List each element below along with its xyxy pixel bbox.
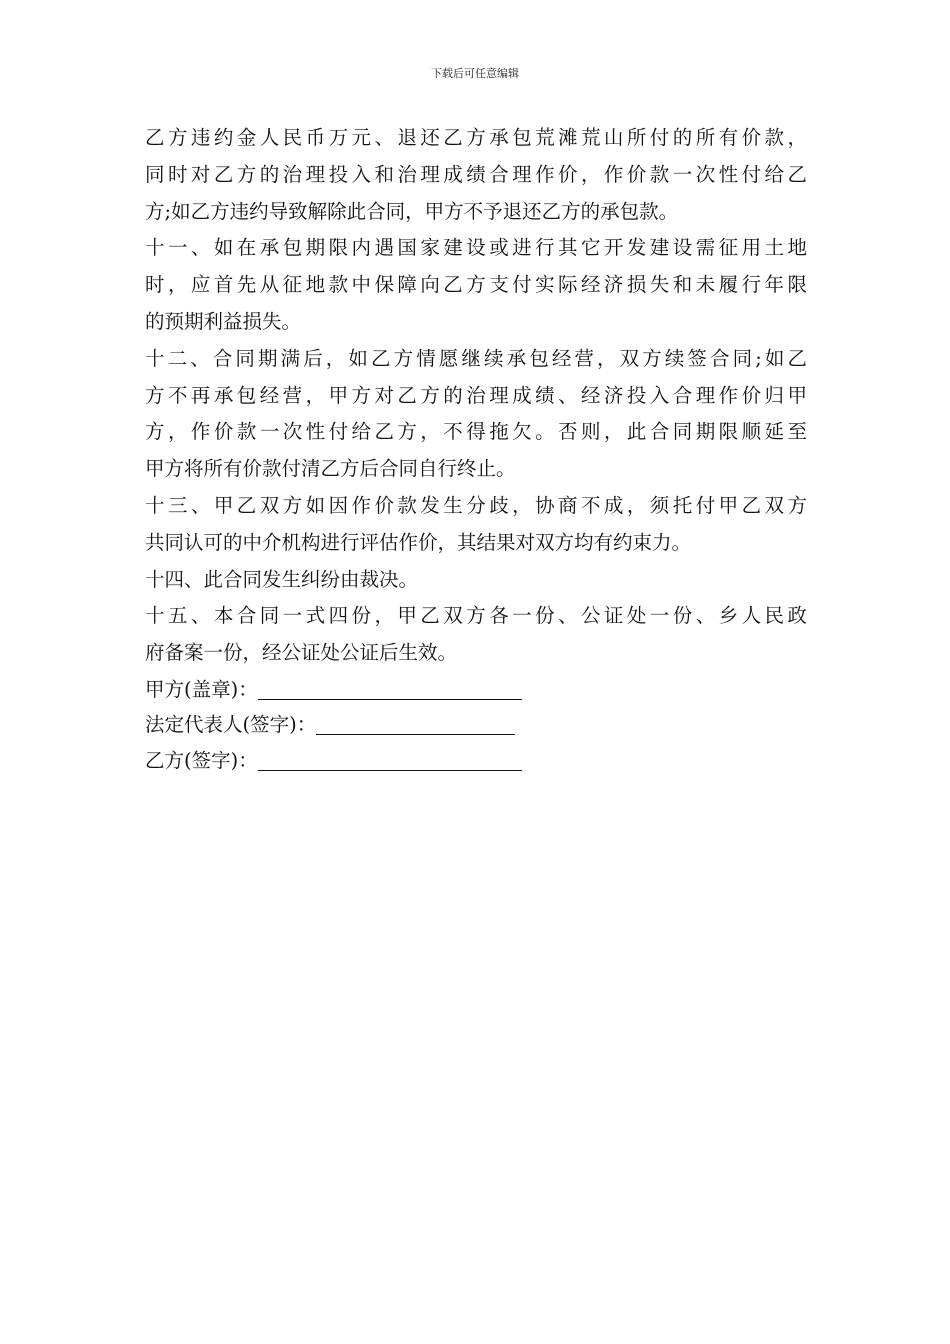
clause-13-line: 十三、甲乙双方如因作价款发生分歧，协商不成，须托付甲乙双方 — [145, 493, 807, 517]
legal-rep-signature-row — [145, 707, 807, 743]
clause-12-line: 方不再承包经营，甲方对乙方的治理成绩、经济投入合理作价归甲 — [145, 383, 807, 407]
clause-12-line: 方，作价款一次性付给乙方，不得拖欠。否则，此合同期限顺延至 — [145, 420, 807, 444]
contract-body — [145, 120, 807, 778]
paragraph-line: 方;如乙方违约导致解除此合同，甲方不予退还乙方的承包款。 — [145, 199, 679, 223]
party-b-signature-field[interactable] — [258, 750, 522, 771]
clause-12-line: 甲方将所有价款付清乙方后合同自行终止。 — [145, 457, 516, 481]
paragraph-line: 乙方违约金人民币万元、退还乙方承包荒滩荒山所付的所有价款， — [145, 126, 807, 149]
party-a-label: 甲方(盖章)： — [145, 677, 258, 701]
clause-11-line: 时，应首先从征地款中保障向乙方支付实际经济损失和未履行年限 — [145, 273, 807, 297]
clause-13-line: 共同认可的中介机构进行评估作价，其结果对双方均有约束力。 — [145, 530, 692, 554]
clause-11-line: 的预期利益损失。 — [145, 309, 302, 333]
party-b-signature-row — [145, 743, 807, 779]
clause-15-line: 府备案一份，经公证处公证后生效。 — [145, 641, 458, 665]
page-header: 下载后可任意编辑 — [431, 67, 519, 80]
paragraph-line: 同时对乙方的治理投入和治理成绩合理作价，作价款一次性付给乙 — [145, 162, 807, 186]
clause-15-line: 十五、本合同一式四份，甲乙双方各一份、公证处一份、乡人民政 — [145, 604, 807, 628]
party-b-label: 乙方(签字)： — [145, 748, 258, 772]
clause-11-line: 十一、如在承包期限内遇国家建设或进行其它开发建设需征用土地 — [145, 236, 807, 260]
party-a-signature-field[interactable] — [258, 679, 522, 700]
clause-12-line: 十二、合同期满后，如乙方情愿继续承包经营，双方续签合同;如乙 — [145, 346, 807, 370]
legal-rep-label: 法定代表人(签字)： — [145, 713, 317, 737]
party-a-signature-row — [145, 672, 807, 708]
clause-14-line: 十四、此合同发生纠纷由裁决。 — [145, 567, 419, 591]
legal-rep-signature-field[interactable] — [316, 714, 515, 735]
